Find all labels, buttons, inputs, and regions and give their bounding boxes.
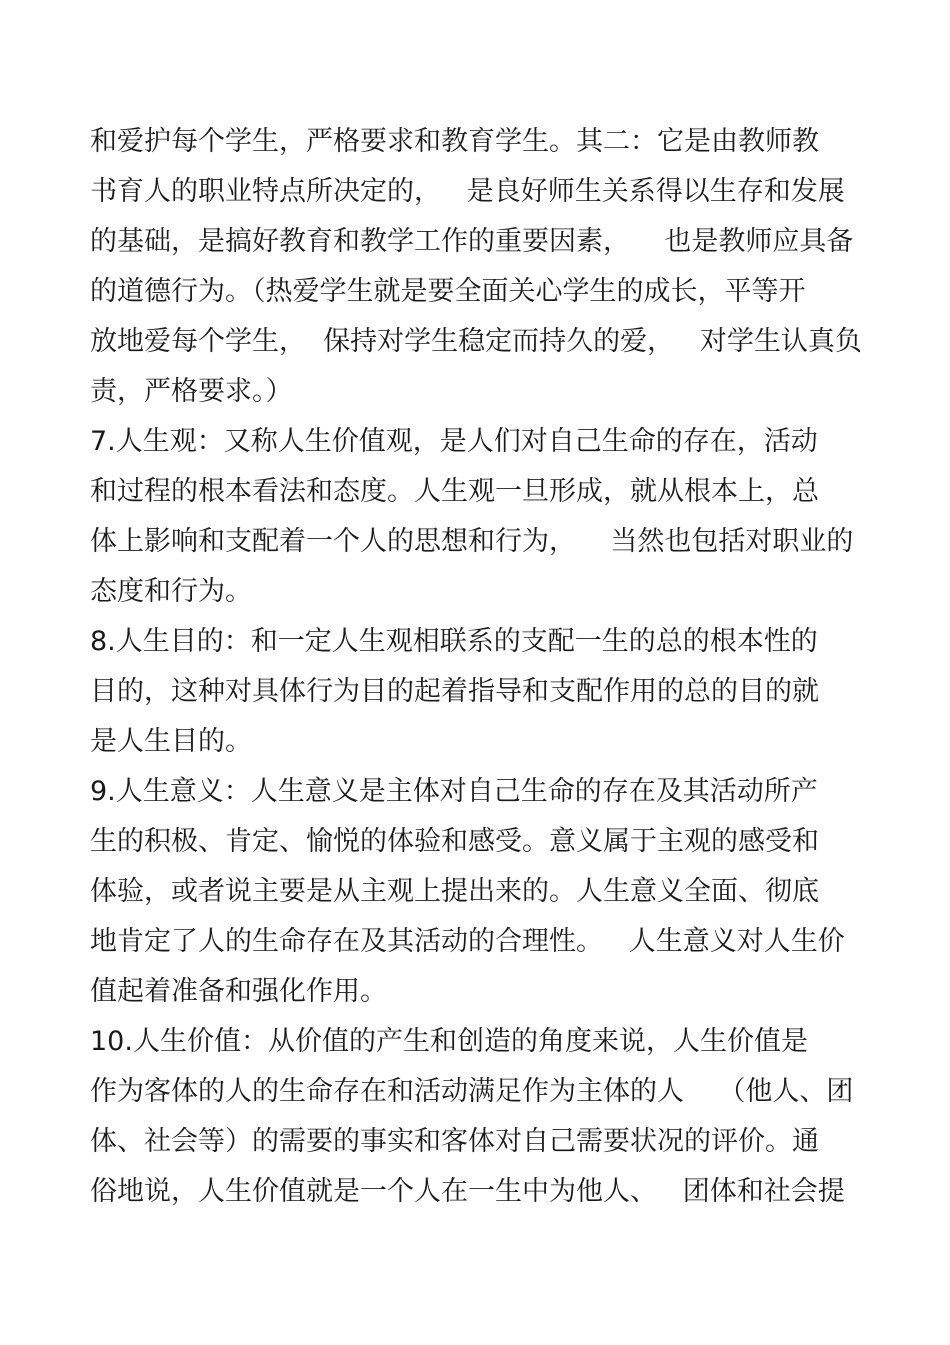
text-line: 的道德行为。（热爱学生就是要全面关心学生的成长，平等开	[90, 276, 806, 307]
heading-line-8: 8.人生目的：和一定人生观相联系的支配一生的总的根本性的	[90, 626, 818, 657]
text-line: 和爱护每个学生，严格要求和教育学生。其二：它是由教师教	[90, 126, 819, 157]
text-line: 值起着准备和强化作用。	[90, 976, 387, 1007]
body-text	[90, 117, 890, 1217]
heading-line-9: 9.人生意义：人生意义是主体对自己生命的存在及其活动所产	[90, 776, 818, 807]
heading-line-7: 7.人生观：又称人生价值观，是人们对自己生命的存在，活动	[90, 426, 818, 457]
text-line: 体上影响和支配着一个人的思想和行为， 当然也包括对职业的	[90, 526, 854, 557]
text-line: 生的积极、肯定、愉悦的体验和感受。意义属于主观的感受和	[90, 826, 819, 857]
text-line: 态度和行为。	[90, 576, 252, 607]
text-line: 目的，这种对具体行为目的起着指导和支配作用的总的目的就	[90, 676, 819, 707]
text-line: 书育人的职业特点所决定的， 是良好师生关系得以生存和发展	[90, 176, 845, 207]
text-line: 体、社会等）的需要的事实和客体对自己需要状况的评价。通	[90, 1126, 819, 1157]
text-line: 责，严格要求。）	[90, 376, 293, 407]
text-line: 俗地说，人生价值就是一个人在一生中为他人、 团体和社会提	[90, 1176, 845, 1207]
text-line: 作为客体的人的生命存在和活动满足作为主体的人 （他人、团	[90, 1076, 854, 1107]
heading-line-10: 10.人生价值：从价值的产生和创造的角度来说，人生价值是	[90, 1026, 808, 1057]
text-line: 体验，或者说主要是从主观上提出来的。人生意义全面、彻底	[90, 876, 819, 907]
text-line: 是人生目的。	[90, 726, 252, 757]
text-line: 的基础，是搞好教育和教学工作的重要因素， 也是教师应具备	[90, 226, 854, 257]
text-line: 地肯定了人的生命存在及其活动的合理性。 人生意义对人生价	[90, 926, 845, 957]
text-line: 放地爱每个学生， 保持对学生稳定而持久的爱， 对学生认真负	[90, 326, 862, 357]
text-line: 和过程的根本看法和态度。人生观一旦形成，就从根本上，总	[90, 476, 819, 507]
